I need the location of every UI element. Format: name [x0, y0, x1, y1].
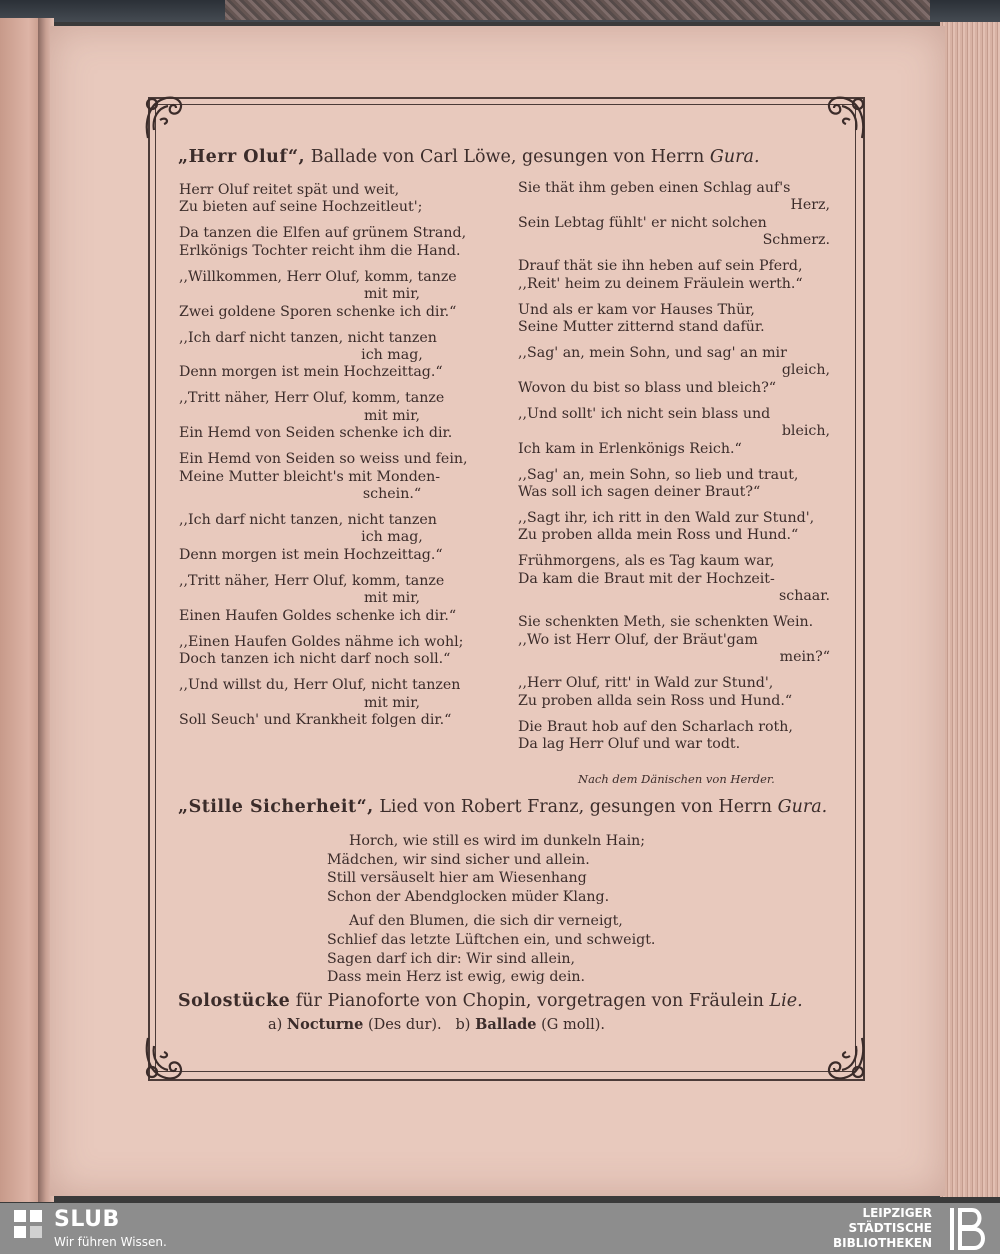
poem-line: Seine Mutter zitternd stand dafür. [518, 319, 765, 336]
poem-line: mit mir, [364, 590, 420, 607]
poem-line: ,,Tritt näher, Herr Oluf, komm, tanze [179, 572, 445, 589]
stanza [518, 406, 830, 458]
poem-line: Zu proben allda mein Ross und Hund.“ [518, 527, 799, 544]
herr-oluf-credit: Nach dem Dänischen von Herder. [578, 772, 775, 786]
poem-line: mit mir, [364, 407, 420, 424]
herr-oluf-left-column [179, 182, 495, 738]
corner-ornament-icon [814, 90, 870, 146]
stanza [518, 302, 830, 337]
stanza [518, 719, 830, 754]
poem-line: Horch, wie still es wird im dunkeln Hain; [349, 833, 646, 849]
corner-ornament-icon [140, 1030, 196, 1086]
poem-line: Herr Oluf reitet spät und weit, [179, 182, 400, 198]
poem-line: gleich, [781, 362, 830, 379]
stanza [179, 451, 495, 503]
poem-line: ,,Sag' an, mein Sohn, und sag' an mir [518, 345, 787, 362]
poem-line: Ich kam in Erlenkönigs Reich.“ [518, 440, 742, 457]
poem-line: ,,Und willst du, Herr Oluf, nicht tanzen [179, 677, 461, 694]
poem-line: Erlkönigs Tochter reicht ihm die Hand. [179, 242, 461, 259]
poem-line: Doch tanzen ich nicht darf noch soll.“ [179, 651, 451, 668]
slub-tagline: Wir führen Wissen. [54, 1235, 167, 1249]
stanza [518, 258, 830, 293]
poem-line: Sie schenkten Meth, sie schenkten Wein. [518, 614, 814, 631]
poem-line: Soll Seuch' und Krankheit folgen dir.“ [179, 711, 452, 728]
poem-line: Zu bieten auf seine Hochzeitleut'; [179, 199, 423, 216]
lsb-line2: STÄDTISCHE [848, 1221, 932, 1235]
poem-line: mit mir, [364, 286, 420, 303]
lsb-line1: LEIPZIGER [862, 1206, 932, 1220]
poem-line: Die Braut hob auf den Scharlach roth, [518, 718, 793, 735]
herr-oluf-singer: Gura. [709, 147, 760, 167]
stanza [518, 675, 830, 710]
slub-logo-icon[interactable] [12, 1208, 44, 1240]
poem-line: Denn morgen ist mein Hochzeittag.“ [179, 364, 443, 381]
stille-subtitle: Lied von Robert Franz, gesungen von Herrn [379, 797, 773, 817]
item-a-title: Nocturne [286, 1016, 364, 1033]
poem-line: ,,Einen Haufen Goldes nähme ich wohl; [179, 633, 464, 650]
solo-heading [178, 991, 803, 1011]
poem-line: ,,Sag' an, mein Sohn, so lieb und traut, [518, 466, 799, 483]
binding-cloth [225, 0, 930, 20]
stille-title: „Stille Sicherheit“, [178, 797, 374, 817]
stanza [518, 180, 830, 250]
stanza [179, 269, 495, 321]
poem-line: ,,Ich darf nicht tanzen, nicht tanzen [179, 512, 437, 529]
stanza [179, 182, 495, 217]
poem-line: bleich, [781, 423, 830, 440]
poem-line: ,,Tritt näher, Herr Oluf, komm, tanze [179, 390, 445, 407]
corner-ornament-icon [140, 90, 196, 146]
stanza [179, 390, 495, 442]
poem-line: Zu proben allda sein Ross und Hund.“ [518, 692, 793, 709]
poem-line: Da kam die Braut mit der Hochzeit- [518, 570, 775, 587]
poem-line: Frühmorgens, als es Tag kaum war, [518, 553, 775, 570]
stanza [179, 573, 495, 625]
poem-line: Ein Hemd von Seiden so weiss und fein, [179, 451, 468, 468]
poem-line: Da tanzen die Elfen auf grünem Strand, [179, 225, 467, 242]
poem-line: Mädchen, wir sind sicher und allein. [327, 851, 590, 868]
stanza [518, 510, 830, 545]
book-binding-top [0, 0, 1000, 22]
stanza [518, 614, 830, 666]
item-b-prefix: b) [455, 1017, 471, 1033]
stanza [179, 330, 495, 382]
stanza [179, 512, 495, 564]
page-stack-edge [940, 22, 1000, 1197]
item-a-prefix: a) [268, 1017, 283, 1033]
poem-line: Schmerz. [762, 232, 830, 249]
poem-line: Was soll ich sagen deiner Braut?“ [518, 484, 761, 501]
poem-line: mein?“ [779, 649, 830, 666]
poem-line: Sein Lebtag fühlt' er nicht solchen [518, 214, 767, 231]
poem-line: Drauf thät sie ihn heben auf sein Pferd, [518, 258, 803, 275]
poem-line: ,,Sagt ihr, ich ritt in den Wald zur Stund', [518, 510, 815, 527]
stanza [327, 912, 655, 986]
poem-line: ,,Und sollt' ich nicht sein blass und [518, 405, 771, 422]
poem-line: Schlief das letzte Lüftchen ein, und schweigt. [327, 931, 656, 948]
stanza [179, 225, 495, 260]
lsb-name[interactable] [833, 1206, 932, 1251]
stanza [518, 467, 830, 502]
poem-line: Dass mein Herz ist ewig, ewig dein. [327, 969, 586, 986]
herr-oluf-subtitle: Ballade von Carl Löwe, gesungen von Herrn [310, 147, 705, 167]
poem-line: Da lag Herr Oluf und war todt. [518, 735, 741, 752]
poem-line: schein.“ [362, 486, 422, 503]
poem-line: Still versäuselt hier am Wiesenhang [327, 870, 587, 887]
stille-singer: Gura. [777, 797, 828, 817]
poem-line: Einen Haufen Goldes schenke ich dir.“ [179, 607, 457, 624]
stanza [179, 677, 495, 729]
item-b-title: Ballade [475, 1016, 537, 1033]
stille-poem [327, 832, 655, 993]
poem-line: ich mag, [361, 529, 423, 546]
stille-heading [178, 797, 827, 817]
poem-line: Sie thät ihm geben einen Schlag auf's [518, 180, 791, 196]
stanza [327, 832, 655, 906]
poem-line: Denn morgen ist mein Hochzeittag.“ [179, 546, 443, 563]
poem-line: Wovon du bist so blass und bleich?“ [518, 379, 777, 396]
item-b-key: (G moll). [541, 1017, 605, 1033]
poem-line: Zwei goldene Sporen schenke ich dir.“ [179, 303, 457, 320]
poem-line: ,,Reit' heim zu deinem Fräulein werth.“ [518, 275, 803, 292]
poem-line: mit mir, [364, 694, 420, 711]
solo-items [268, 1016, 605, 1033]
poem-line: Auf den Blumen, die sich dir verneigt, [349, 913, 623, 930]
herr-oluf-title: „Herr Oluf“, [178, 147, 306, 167]
poem-line: ,,Willkommen, Herr Oluf, komm, tanze [179, 268, 457, 285]
poem-line: ,,Ich darf nicht tanzen, nicht tanzen [179, 329, 437, 346]
item-a-key: (Des dur). [367, 1017, 442, 1033]
slub-name[interactable]: SLUB [54, 1207, 120, 1232]
solo-title: Solostücke [178, 991, 291, 1011]
poem-line: Ein Hemd von Seiden schenke ich dir. [179, 425, 453, 442]
lsb-line3: BIBLIOTHEKEN [832, 1236, 932, 1250]
stanza [518, 553, 830, 605]
solo-performer: Lie. [769, 991, 803, 1011]
herr-oluf-right-column [518, 180, 830, 762]
poem-line: ,,Herr Oluf, ritt' in Wald zur Stund', [518, 675, 774, 692]
solo-subtitle: für Pianoforte von Chopin, vorgetragen von Fräulein [295, 991, 764, 1011]
poem-line: Meine Mutter bleicht's mit Monden- [179, 468, 441, 485]
corner-ornament-icon [814, 1030, 870, 1086]
herr-oluf-heading [178, 147, 760, 167]
poem-line: ,,Wo ist Herr Oluf, der Bräut'gam [518, 631, 758, 648]
poem-line: schaar. [778, 588, 830, 605]
poem-line: ich mag, [361, 347, 423, 364]
stanza [179, 634, 495, 669]
poem-line: Und als er kam vor Hauses Thür, [518, 301, 755, 318]
stanza [518, 345, 830, 397]
lsb-logo-icon[interactable] [944, 1206, 990, 1252]
poem-line: Herz, [790, 197, 830, 214]
poem-line: Sagen darf ich dir: Wir sind allein, [327, 950, 576, 967]
poem-line: Schon der Abendglocken müder Klang. [327, 888, 610, 905]
